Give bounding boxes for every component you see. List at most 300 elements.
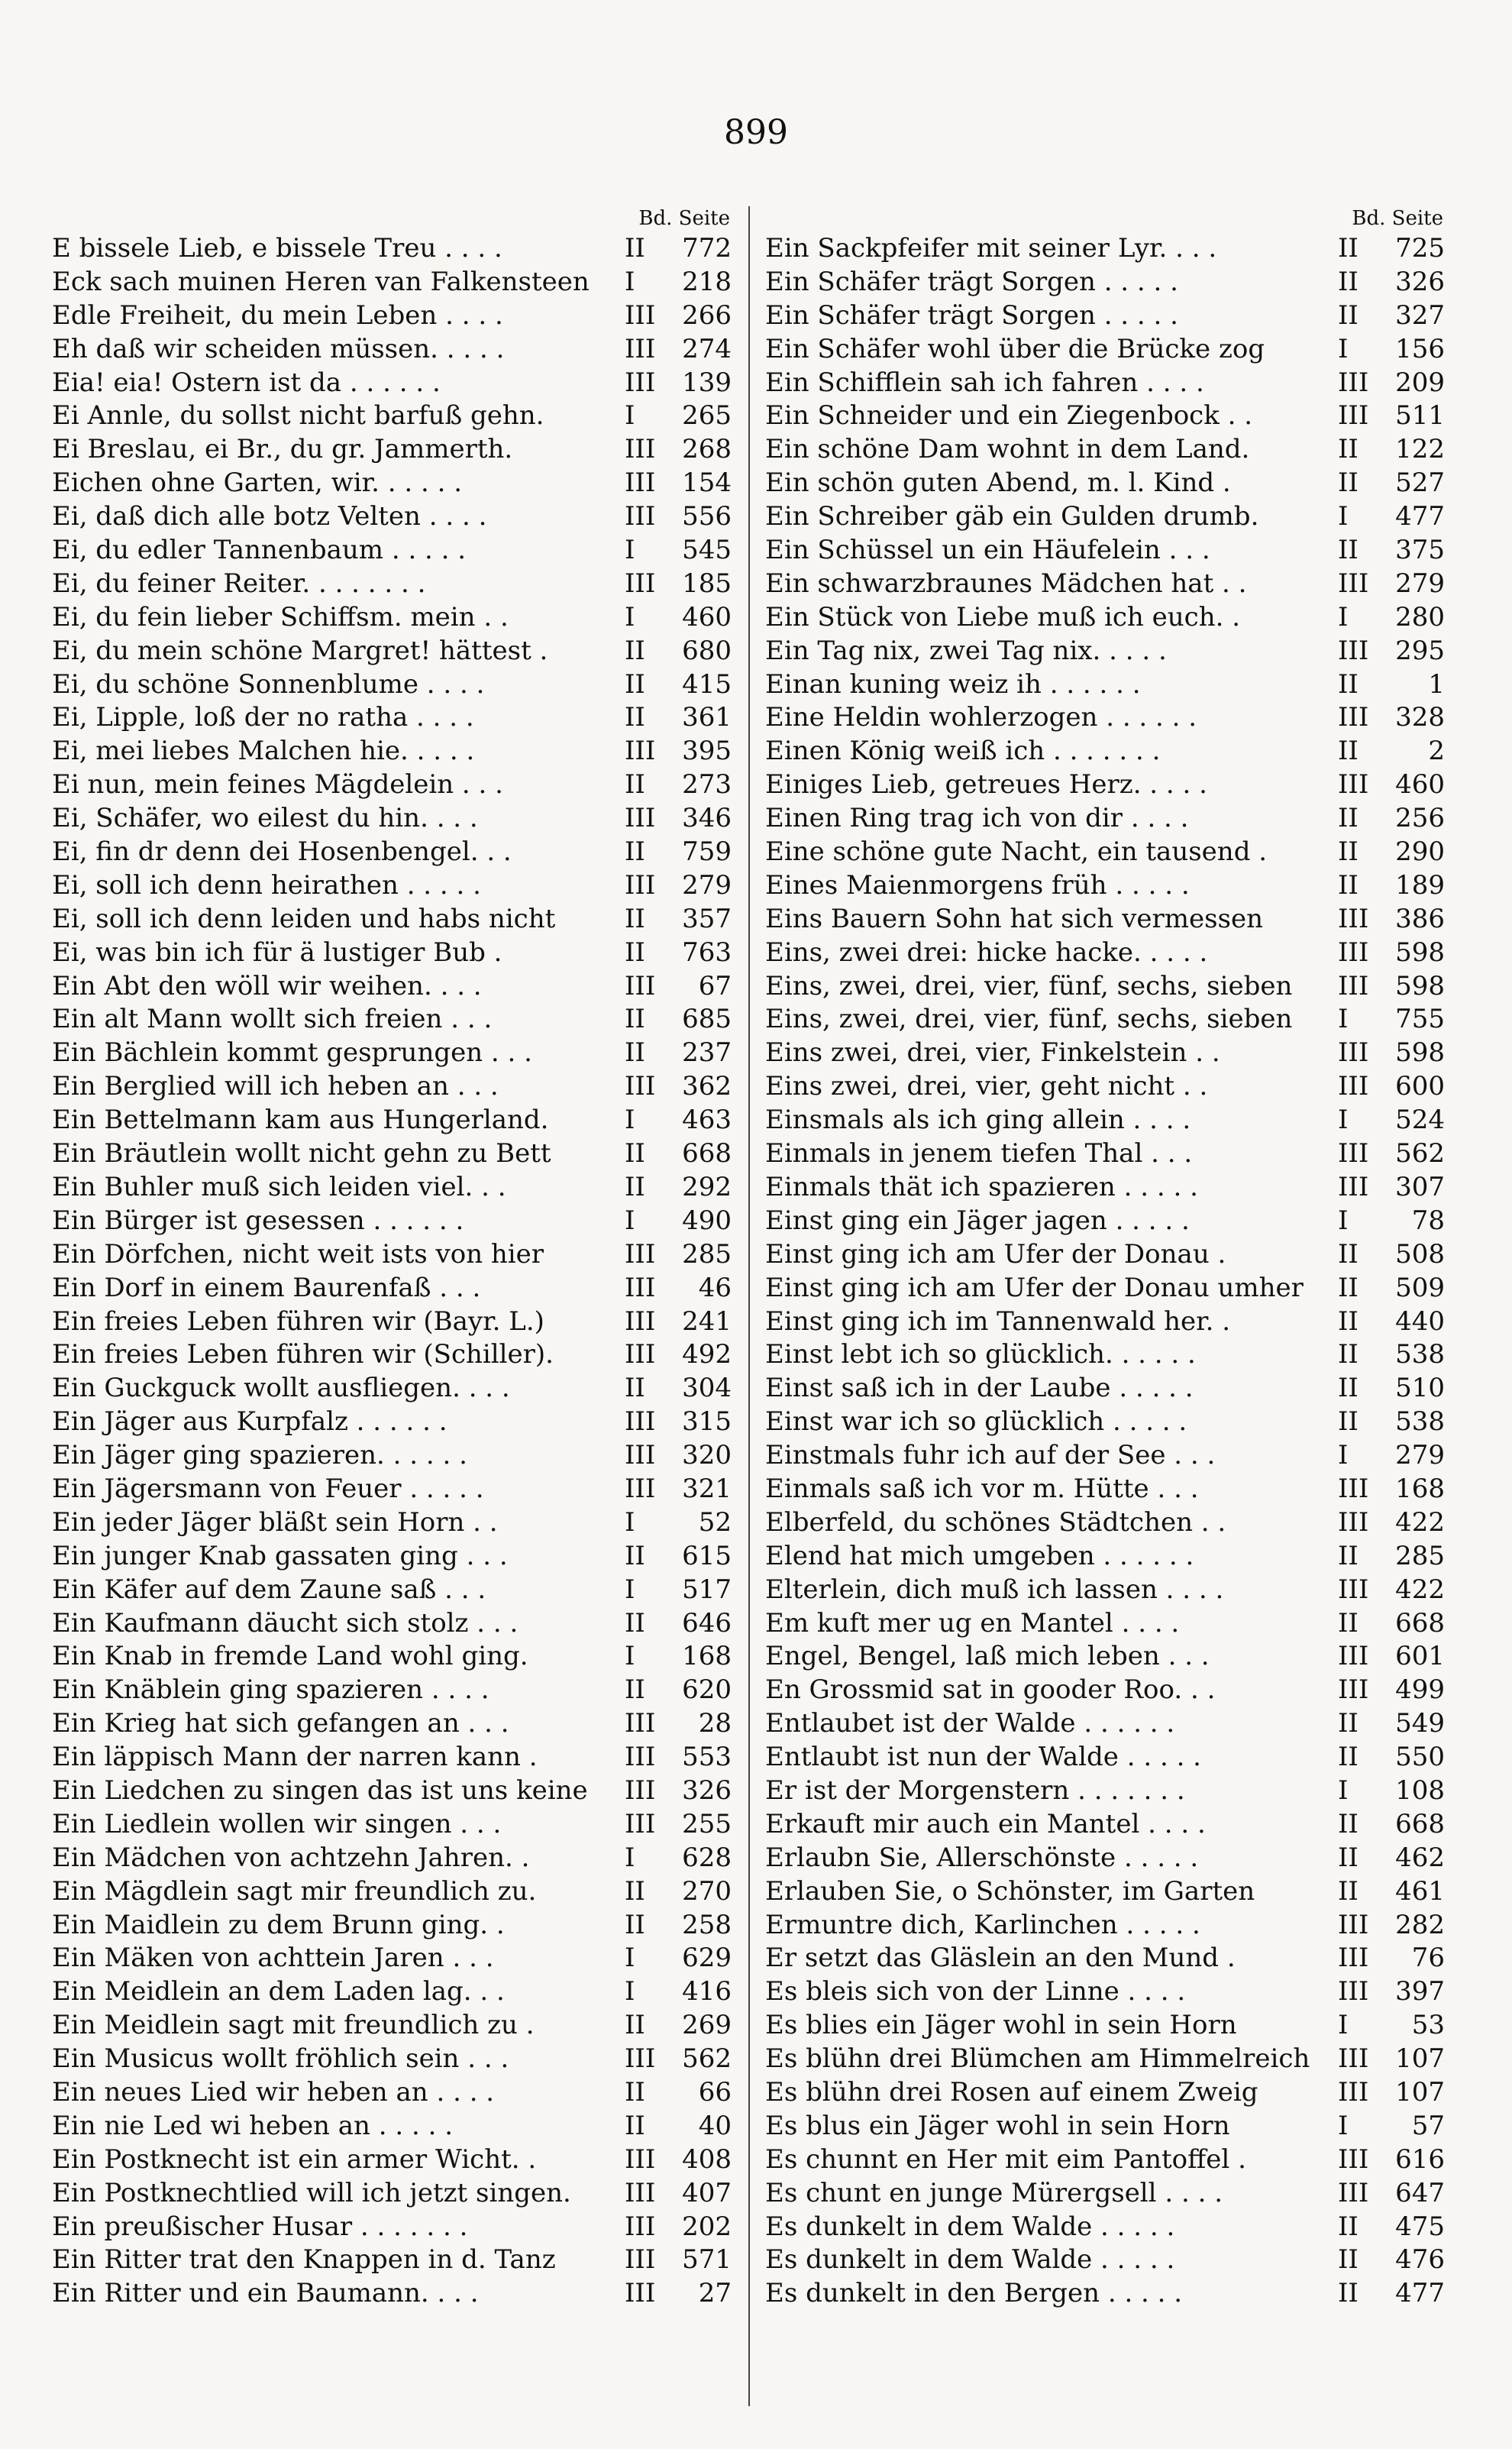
entry-page: 422 — [1395, 1506, 1445, 1538]
entry-page: 1 — [1428, 668, 1445, 700]
entry-volume: I — [625, 1105, 635, 1136]
entry-reference — [602, 1741, 732, 1774]
entry-reference — [1315, 668, 1445, 702]
entry-page: 556 — [682, 501, 732, 532]
entry-title: Erlaubn Sie, Allerschönste . . . . . — [765, 1842, 1199, 1873]
index-entry — [52, 768, 732, 802]
entry-page: 292 — [682, 1171, 732, 1202]
entry-volume: I — [1338, 1774, 1349, 1806]
entry-title: Ein jeder Jäger bläßt sein Horn . . — [52, 1506, 498, 1538]
entry-volume: III — [625, 467, 656, 499]
entry-title: Eins, zwei drei: hicke hacke. . . . . — [765, 937, 1208, 968]
entry-volume: III — [625, 869, 656, 901]
entry-page: 273 — [682, 769, 732, 801]
entry-page: 629 — [682, 1943, 732, 1974]
entry-volume: II — [625, 702, 645, 733]
index-entry — [52, 467, 732, 500]
entry-page: 108 — [1395, 1774, 1445, 1806]
entry-title: Ein Meidlein sagt mit freundlich zu . — [52, 2010, 535, 2041]
index-entry — [52, 2043, 732, 2076]
index-column-left — [52, 205, 732, 2311]
index-entry — [52, 1003, 732, 1037]
index-entry — [52, 937, 732, 970]
entry-reference — [602, 1808, 732, 1842]
entry-page: 327 — [1395, 299, 1445, 331]
entry-title: Einmals saß ich vor m. Hütte . . . — [765, 1473, 1199, 1504]
entry-page: 462 — [1395, 1842, 1445, 1873]
entry-reference — [1315, 568, 1445, 601]
index-entry — [765, 1674, 1445, 1707]
entry-title: Ein Mägdlein sagt mir freundlich zu. — [52, 1875, 537, 1907]
index-entry — [52, 735, 732, 768]
index-entry — [765, 1439, 1445, 1473]
entry-page: 307 — [1395, 1171, 1445, 1202]
entry-page: 57 — [1411, 2110, 1445, 2141]
entry-title: Einen Ring trag ich von dir . . . . — [765, 803, 1189, 834]
entry-volume: III — [1338, 2143, 1369, 2175]
entry-page: 168 — [1395, 1473, 1445, 1504]
entry-volume: II — [1338, 2211, 1359, 2242]
entry-title: Ein Liedchen zu singen das ist uns keine — [52, 1774, 588, 1806]
entry-volume: III — [625, 1473, 656, 1504]
index-entry — [765, 2244, 1445, 2277]
entry-volume: III — [1338, 1473, 1369, 1504]
entry-page: 772 — [682, 233, 732, 264]
entry-volume: III — [625, 1808, 656, 1839]
entry-volume: II — [625, 233, 645, 264]
entry-title: Ein Maidlein zu dem Brunn ging. . — [52, 1909, 505, 1940]
entry-title: Ein Bettelmann kam aus Hungerland. — [52, 1105, 549, 1136]
index-entry — [52, 1171, 732, 1205]
entry-page: 326 — [1395, 266, 1445, 297]
entry-page: 463 — [682, 1105, 732, 1136]
entry-reference — [1315, 266, 1445, 299]
entry-page: 315 — [682, 1406, 732, 1438]
entry-volume: II — [625, 836, 645, 868]
entry-title: Ein Guckguck wollt ausfliegen. . . . — [52, 1373, 510, 1404]
index-entry — [765, 1104, 1445, 1137]
entry-volume: II — [625, 2110, 645, 2141]
entry-title: Eh daß wir scheiden müssen. . . . . — [52, 333, 505, 364]
entry-page: 416 — [682, 1976, 732, 2007]
index-entry — [765, 467, 1445, 500]
entry-reference — [602, 1171, 732, 1205]
entry-reference — [602, 1305, 732, 1339]
entry-volume: II — [1338, 1272, 1359, 1303]
entry-volume: III — [1338, 769, 1369, 801]
index-entry — [765, 970, 1445, 1004]
entry-reference — [602, 1338, 732, 1372]
index-entry — [765, 232, 1445, 266]
entry-page: 492 — [682, 1339, 732, 1370]
entry-title: Ein preußischer Husar . . . . . . . — [52, 2211, 468, 2242]
index-entry — [765, 701, 1445, 735]
entry-title: Ei Breslau, ei Br., du gr. Jammerth. — [52, 434, 513, 465]
entry-volume: II — [625, 1373, 645, 1404]
entry-volume: III — [625, 501, 656, 532]
entry-reference — [602, 1439, 732, 1473]
index-entry — [765, 768, 1445, 802]
entry-reference — [1315, 1741, 1445, 1774]
entry-page: 304 — [682, 1373, 732, 1404]
entry-reference — [602, 2043, 732, 2076]
entry-title: Ein Schreiber gäb ein Gulden drumb. — [765, 501, 1259, 532]
entry-reference — [1315, 534, 1445, 568]
entry-reference — [1315, 970, 1445, 1004]
entry-page: 562 — [1395, 1138, 1445, 1170]
entry-title: Ein schwarzbraunes Mädchen hat . . — [765, 568, 1247, 599]
entry-title: Eia! eia! Ostern ist da . . . . . . — [52, 367, 441, 398]
entry-title: Ei, soll ich denn leiden und habs nicht — [52, 903, 556, 934]
entry-volume: II — [1338, 1842, 1359, 1873]
entry-reference — [602, 1205, 732, 1238]
entry-volume: III — [1338, 635, 1369, 666]
entry-reference — [1315, 2177, 1445, 2211]
index-entry — [765, 1774, 1445, 1808]
index-entry — [765, 433, 1445, 467]
entry-reference — [1315, 1574, 1445, 1607]
entry-reference — [1315, 1406, 1445, 1439]
entry-volume: II — [1338, 1540, 1359, 1571]
entry-reference — [602, 2143, 732, 2177]
entry-reference — [602, 937, 732, 970]
entry-reference — [602, 1975, 732, 2009]
entry-reference — [1315, 1137, 1445, 1171]
entry-reference — [1315, 367, 1445, 400]
entry-title: Er setzt das Gläslein an den Mund . — [765, 1943, 1236, 1974]
entry-volume: III — [625, 367, 656, 398]
entry-reference — [1315, 1506, 1445, 1540]
entry-reference — [1315, 1942, 1445, 1975]
entry-page: 67 — [698, 970, 732, 1001]
entry-page: 265 — [682, 400, 732, 432]
entry-volume: I — [1338, 1105, 1349, 1136]
entry-reference — [1315, 2211, 1445, 2244]
index-entry — [52, 1506, 732, 1540]
entry-reference — [1315, 635, 1445, 668]
entry-page: 598 — [1395, 937, 1445, 968]
entry-reference — [602, 333, 732, 367]
entry-title: Einst ging ich am Ufer der Donau . — [765, 1238, 1226, 1270]
index-entry — [52, 635, 732, 668]
entry-reference — [602, 2009, 732, 2043]
entry-title: Ein Schäfer trägt Sorgen . . . . . — [765, 266, 1178, 297]
entry-reference — [602, 1003, 732, 1037]
entry-page: 477 — [1395, 2278, 1445, 2309]
index-entry — [52, 1272, 732, 1305]
entry-page: 517 — [682, 1574, 732, 1605]
entry-title: Ein freies Leben führen wir (Schiller). — [52, 1339, 554, 1370]
entry-volume: I — [625, 1506, 635, 1538]
entry-reference — [602, 1909, 732, 1943]
entry-title: Ei, du edler Tannenbaum . . . . . — [52, 535, 467, 566]
entry-volume: I — [1338, 601, 1349, 632]
entry-title: Einst ging ich im Tannenwald her. . — [765, 1305, 1231, 1337]
index-entry — [52, 400, 732, 433]
column-divider — [748, 206, 750, 2406]
entry-reference — [602, 1104, 732, 1137]
index-entry — [765, 1305, 1445, 1339]
index-entry — [52, 2211, 732, 2244]
entry-volume: III — [1338, 367, 1369, 398]
entry-volume: III — [625, 568, 656, 599]
entry-title: Ein Meidlein an dem Laden lag. . . — [52, 1976, 505, 2007]
entry-page: 52 — [698, 1506, 732, 1538]
entry-page: 320 — [682, 1440, 732, 1471]
entry-page: 107 — [1395, 2043, 1445, 2075]
entry-volume: II — [1338, 233, 1359, 264]
index-entry — [765, 534, 1445, 568]
entry-page: 107 — [1395, 2076, 1445, 2108]
entry-title: Ein nie Led wi heben an . . . . . — [52, 2110, 454, 2141]
entry-page: 475 — [1395, 2211, 1445, 2242]
entry-reference — [1315, 1372, 1445, 1406]
entry-volume: II — [625, 903, 645, 934]
entry-title: Ein Käfer auf dem Zaune saß . . . — [52, 1574, 486, 1605]
index-entry — [765, 635, 1445, 668]
entry-title: Ein junger Knab gassaten ging . . . — [52, 1540, 508, 1571]
entry-volume: II — [1338, 1808, 1359, 1839]
entry-volume: III — [1338, 1506, 1369, 1538]
entry-title: Edle Freiheit, du mein Leben . . . . — [52, 299, 503, 331]
entry-volume: II — [1338, 736, 1359, 767]
entry-reference — [602, 668, 732, 702]
index-entry — [765, 1640, 1445, 1674]
entry-reference — [602, 601, 732, 635]
entry-reference — [1315, 2244, 1445, 2277]
entry-title: Es dunkelt in dem Walde . . . . . — [765, 2244, 1175, 2276]
entry-volume: III — [1338, 2043, 1369, 2075]
entry-title: Einan kuning weiz ih . . . . . . — [765, 668, 1141, 700]
entry-title: Ei, Schäfer, wo eilest du hin. . . . — [52, 803, 478, 834]
entry-volume: III — [1338, 568, 1369, 599]
entry-reference — [1315, 1338, 1445, 1372]
entry-reference — [1315, 836, 1445, 869]
entry-volume: III — [1338, 1037, 1369, 1069]
index-entry — [52, 1741, 732, 1774]
index-entry — [765, 500, 1445, 534]
entry-title: Einst saß ich in der Laube . . . . . — [765, 1373, 1194, 1404]
entry-volume: II — [625, 769, 645, 801]
entry-reference — [602, 1037, 732, 1070]
entry-title: Ein Dorf in einem Baurenfaß . . . — [52, 1272, 481, 1303]
index-entry — [765, 333, 1445, 367]
entry-page: 386 — [1395, 903, 1445, 934]
entry-page: 295 — [1395, 635, 1445, 666]
entry-volume: II — [625, 1875, 645, 1907]
entry-volume: III — [625, 803, 656, 834]
entry-volume: II — [625, 1607, 645, 1639]
entry-title: Ein Knab in fremde Land wohl ging. — [52, 1641, 528, 1672]
entry-page: 620 — [682, 1674, 732, 1706]
entry-reference — [1315, 1473, 1445, 1506]
index-list-left — [52, 232, 732, 2311]
page-number: 899 — [724, 113, 788, 152]
index-entry — [765, 1909, 1445, 1943]
entry-page: 241 — [682, 1305, 732, 1337]
index-entry — [52, 1305, 732, 1339]
entry-reference — [602, 1238, 732, 1272]
entry-page: 615 — [682, 1540, 732, 1571]
entry-volume: II — [1338, 299, 1359, 331]
entry-reference — [1315, 869, 1445, 903]
entry-title: Ein Bürger ist gesessen . . . . . . — [52, 1205, 464, 1236]
entry-title: Einmals in jenem tiefen Thal . . . — [765, 1138, 1193, 1170]
entry-title: Ei nun, mein feines Mägdelein . . . — [52, 769, 503, 801]
index-entry — [765, 1473, 1445, 1506]
entry-reference — [602, 2110, 732, 2143]
entry-page: 76 — [1411, 1943, 1445, 1974]
entry-volume: I — [1338, 1440, 1349, 1471]
entry-reference — [1315, 1875, 1445, 1909]
entry-volume: III — [1338, 400, 1369, 432]
entry-volume: III — [625, 1708, 656, 1739]
entry-reference — [602, 1875, 732, 1909]
entry-reference — [1315, 2143, 1445, 2177]
entry-volume: II — [1338, 434, 1359, 465]
entry-volume: II — [625, 1138, 645, 1170]
index-entry — [765, 1070, 1445, 1104]
entry-reference — [1315, 1707, 1445, 1741]
entry-page: 562 — [682, 2043, 732, 2075]
entry-page: 139 — [682, 367, 732, 398]
entry-volume: I — [625, 601, 635, 632]
entry-page: 279 — [1395, 568, 1445, 599]
entry-page: 499 — [1395, 1674, 1445, 1706]
entry-page: 357 — [682, 903, 732, 934]
entry-title: E bissele Lieb, e bissele Treu . . . . — [52, 233, 502, 264]
entry-title: Es dunkelt in den Bergen . . . . . — [765, 2278, 1183, 2309]
index-entry — [765, 2143, 1445, 2177]
entry-volume: III — [1338, 970, 1369, 1001]
entry-title: Entlaubet ist der Walde . . . . . . — [765, 1708, 1175, 1739]
entry-title: Eins zwei, drei, vier, Finkelstein . . — [765, 1037, 1220, 1069]
entry-page: 156 — [1395, 333, 1445, 364]
entry-reference — [602, 970, 732, 1004]
entry-page: 46 — [698, 1272, 732, 1303]
entry-volume: I — [1338, 2010, 1349, 2041]
index-entry — [52, 2177, 732, 2211]
entry-reference — [1315, 1909, 1445, 1943]
index-entry — [52, 1808, 732, 1842]
index-entry — [52, 970, 732, 1004]
entry-reference — [602, 500, 732, 534]
entry-page: 509 — [1395, 1272, 1445, 1303]
entry-page: 361 — [682, 702, 732, 733]
entry-title: Ein neues Lied wir heben an . . . . — [52, 2076, 495, 2108]
index-entry — [52, 266, 732, 299]
entry-reference — [1315, 1439, 1445, 1473]
entry-page: 545 — [682, 535, 732, 566]
index-entry — [765, 937, 1445, 970]
entry-page: 285 — [1395, 1540, 1445, 1571]
entry-reference — [1315, 333, 1445, 367]
entry-volume: II — [1338, 836, 1359, 868]
entry-volume: III — [625, 1272, 656, 1303]
entry-page: 628 — [682, 1842, 732, 1873]
entry-title: Ein Bächlein kommt gesprungen . . . — [52, 1037, 532, 1069]
index-entry — [52, 701, 732, 735]
entry-title: Ein Jäger ging spazieren. . . . . . — [52, 1440, 467, 1471]
entry-volume: III — [1338, 2177, 1369, 2208]
entry-page: 268 — [682, 434, 732, 465]
entry-page: 680 — [682, 635, 732, 666]
entry-reference — [1315, 2076, 1445, 2110]
entry-volume: III — [625, 1774, 656, 1806]
index-entry — [765, 668, 1445, 702]
entry-title: Es bleis sich von der Linne . . . . — [765, 1976, 1186, 2007]
entry-reference — [602, 1506, 732, 1540]
entry-title: Ein Schüssel un ein Häufelein . . . — [765, 535, 1210, 566]
index-entry — [52, 1942, 732, 1975]
entry-title: Ein Krieg hat sich gefangen an . . . — [52, 1708, 509, 1739]
entry-reference — [1315, 802, 1445, 836]
index-entry — [52, 1640, 732, 1674]
entry-reference — [1315, 735, 1445, 768]
index-entry — [765, 1942, 1445, 1975]
index-entry — [765, 1808, 1445, 1842]
entry-volume: III — [1338, 1574, 1369, 1605]
entry-page: 202 — [682, 2211, 732, 2242]
index-entry — [52, 1473, 732, 1506]
entry-page: 647 — [1395, 2177, 1445, 2208]
entry-reference — [602, 1707, 732, 1741]
entry-volume: II — [1338, 1607, 1359, 1639]
index-entry — [52, 2009, 732, 2043]
entry-page: 362 — [682, 1071, 732, 1102]
entry-volume: I — [625, 400, 635, 432]
entry-title: Ein Kaufmann däucht sich stolz . . . — [52, 1607, 519, 1639]
index-entry — [52, 568, 732, 601]
entry-volume: III — [1338, 702, 1369, 733]
index-entry — [765, 836, 1445, 869]
entry-volume: I — [1338, 1004, 1349, 1035]
entry-reference — [1315, 1975, 1445, 2009]
entry-reference — [602, 2244, 732, 2277]
entry-page: 508 — [1395, 1238, 1445, 1270]
entry-page: 600 — [1395, 1071, 1445, 1102]
entry-reference — [1315, 299, 1445, 333]
entry-page: 550 — [1395, 1742, 1445, 1773]
index-entry — [765, 568, 1445, 601]
entry-page: 78 — [1411, 1205, 1445, 1236]
index-entry — [52, 2076, 732, 2110]
entry-volume: II — [625, 635, 645, 666]
entry-volume: II — [1338, 467, 1359, 499]
entry-page: 66 — [698, 2076, 732, 2108]
index-entry — [765, 1372, 1445, 1406]
entry-volume: I — [625, 1842, 635, 1873]
index-entry — [765, 2177, 1445, 2211]
entry-title: Eichen ohne Garten, wir. . . . . . — [52, 467, 463, 499]
entry-reference — [1315, 1205, 1445, 1238]
entry-page: 440 — [1395, 1305, 1445, 1337]
entry-title: Er ist der Morgenstern . . . . . . . — [765, 1774, 1185, 1806]
entry-reference — [1315, 1037, 1445, 1070]
entry-title: Ein Schneider und ein Ziegenbock . . — [765, 400, 1253, 432]
entry-reference — [602, 433, 732, 467]
entry-volume: II — [1338, 1373, 1359, 1404]
entry-page: 28 — [698, 1708, 732, 1739]
entry-page: 279 — [1395, 1440, 1445, 1471]
index-entry — [52, 2110, 732, 2143]
index-entry — [765, 1406, 1445, 1439]
index-entry — [765, 1574, 1445, 1607]
entry-title: Ein schön guten Abend, m. l. Kind . — [765, 467, 1231, 499]
entry-volume: II — [625, 2076, 645, 2108]
entry-page: 616 — [1395, 2143, 1445, 2175]
entry-volume: I — [1338, 501, 1349, 532]
